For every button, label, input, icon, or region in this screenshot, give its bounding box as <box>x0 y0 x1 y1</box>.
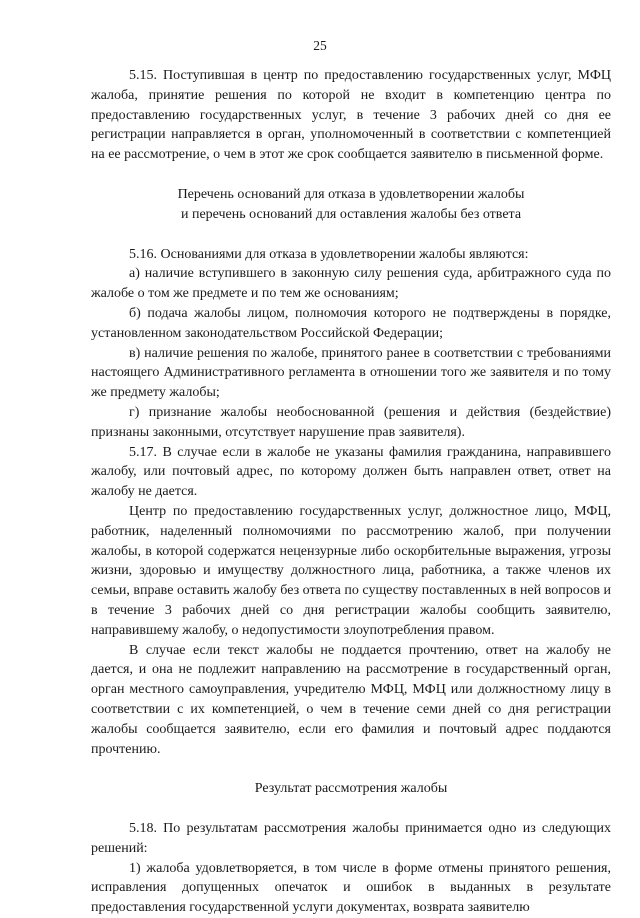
list-item-v: в) наличие решения по жалобе, принятого ранее в соответствии с требованиями настоящего Административного регламента в отношении того же заявителя и по тому же предмету жалобы; <box>91 345 611 401</box>
page-number: 25 <box>313 38 327 53</box>
section-heading-refusal-grounds <box>91 185 611 225</box>
list-item-g: г) признание жалобы необоснованной (решения и действия (бездействие) признаны законными, отсутствует нарушение прав заявителя). <box>91 404 611 440</box>
list-item-a: а) наличие вступившего в законную силу решения суда, арбитражного суда по жалобе о том же предмете и по тем же основаниям; <box>91 266 611 302</box>
section-heading-line: Перечень оснований для отказа в удовлетворении жалобы <box>177 186 525 202</box>
paragraph-unreadable-complaint: В случае если текст жалобы не поддается прочтению, ответ на жалобу не дается, и она не подлежит направлению на рассмотрение в государственный орган, орган местного самоуправления, учредителю МФЦ, МФЦ или должностному лицу в соответствии с их компетенцией, о чем в течение семи дней со дня регистрации жалобы сообщается заявителю, если его фамилия и почтовый адрес поддаются прочтению. <box>91 642 611 757</box>
paragraph-5-16: 5.16. Основаниями для отказа в удовлетворении жалобы являются: <box>129 246 529 262</box>
paragraph-abusive-complaint: Центр по предоставлению государственных услуг, должностное лицо, МФЦ, работник, наделенный полномочиями по рассмотрению жалоб, при получении жалобы, в которой содержатся нецензурные либо оскорбительные выражения, угрозы жизни, здоровью и имуществу должностного лица, работника, а также членов их семьи, вправе оставить жалобу без ответа по существу поставленных в ней вопросов и в течение 3 рабочих дней со дня регистрации жалобы сообщить заявителю, направившему жалобу, о недопустимости злоупотребления правом. <box>91 503 611 638</box>
paragraph-5-17: 5.17. В случае если в жалобе не указаны фамилия гражданина, направившего жалобу, или почтовый адрес, по которому должен быть направлен ответ, ответ на жалобу не дается. <box>91 444 611 500</box>
document-body <box>91 66 611 918</box>
paragraph-5-18: 5.18. По результатам рассмотрения жалобы принимается одно из следующих решений: <box>91 821 611 856</box>
list-item-1: 1) жалоба удовлетворяется, в том числе в форме отмены принятого решения, исправления допущенных опечаток и ошибок в выданных в результате предоставления государственной услуги документах, возврата заявителю <box>91 860 611 916</box>
section-heading-result <box>91 779 611 799</box>
list-item-b: б) подача жалобы лицом, полномочия которого не подтверждены в порядке, установленном законодательством Российской Федерации; <box>91 305 611 341</box>
section-heading-line: и перечень оснований для оставления жалобы без ответа <box>180 206 522 222</box>
section-heading-line: Результат рассмотрения жалобы <box>254 781 448 797</box>
paragraph-5-15: 5.15. Поступившая в центр по предоставлению государственных услуг, МФЦ жалоба, принятие решения по которой не входит в компетенцию центра по предоставлению государственных услуг, в течение 3 рабочих дней со дня ее регистрации направляется в орган, уполномоченный в соответствии с компетенцией на ее рассмотрение, о чем в этот же срок сообщается заявителю в письменной форме. <box>91 68 611 163</box>
